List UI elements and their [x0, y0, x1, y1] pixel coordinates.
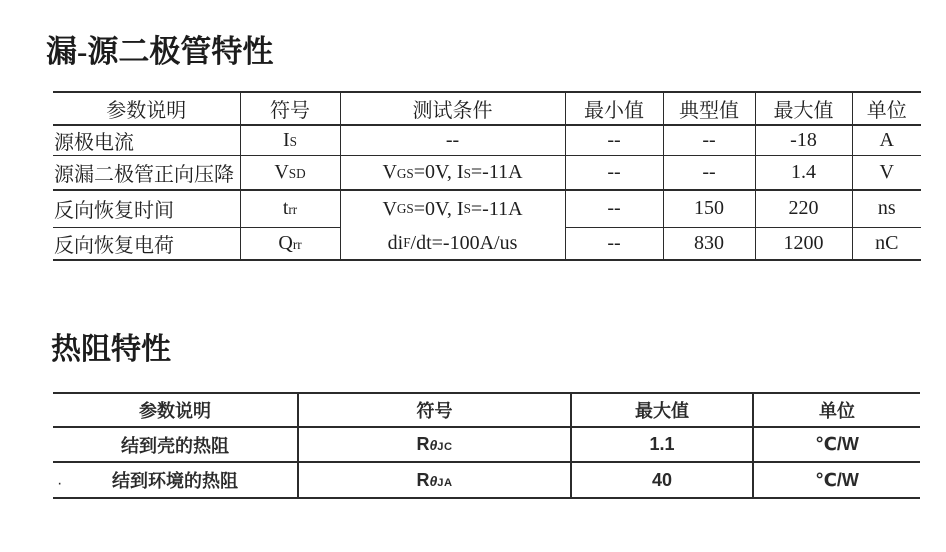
cell-typ: 830 — [663, 227, 755, 259]
header-unit: 单位 — [852, 92, 921, 125]
cell-param: 结到壳的热阻 — [121, 435, 229, 456]
table-header-row — [53, 92, 921, 125]
cell-symbol: VSD — [240, 156, 340, 190]
header-max: 最大值 — [755, 92, 852, 125]
table-header-row — [53, 393, 920, 427]
header-param: 参数说明 — [106, 100, 187, 122]
cell-param: 源极电流 — [54, 132, 134, 154]
thermal-resistance-table — [53, 392, 920, 499]
cell-param: 反向恢复时间 — [54, 200, 174, 223]
stray-dot: · — [57, 475, 63, 492]
cell-symbol: Qrr — [240, 227, 340, 259]
cell-param: 结到环境的热阻 — [112, 471, 238, 491]
cell-unit: ℃/W — [753, 427, 920, 462]
cell-max: 1.1 — [571, 427, 753, 462]
cell-symbol: RθJC — [298, 427, 571, 462]
cell-typ: -- — [663, 125, 755, 156]
cell-typ: 150 — [663, 190, 755, 228]
section2-title: 热阻特性 — [51, 333, 171, 367]
table-row — [53, 462, 920, 498]
diode-characteristics-table — [53, 91, 921, 261]
cell-min: -- — [565, 156, 663, 190]
cell-max: 40 — [571, 462, 753, 498]
cond-line-2: di F /dt=-100A/us — [387, 231, 518, 254]
cell-min: -- — [565, 227, 663, 259]
table-row — [53, 190, 921, 228]
table-row — [53, 156, 921, 190]
cell-symbol: RθJA — [298, 462, 571, 498]
table-row — [53, 427, 920, 462]
cell-cond: -- — [340, 125, 565, 156]
header-typ: 典型值 — [663, 92, 755, 125]
cell-symbol: IS — [240, 125, 340, 156]
cell-symbol: trr — [240, 190, 340, 228]
cell-unit: nC — [852, 227, 921, 259]
header-unit: 单位 — [753, 393, 920, 427]
cond-line-1: V GS =0V, I S =-11A — [382, 197, 523, 220]
cell-unit: V — [852, 156, 921, 190]
cell-min: -- — [565, 125, 663, 156]
header-symbol: 符号 — [298, 393, 571, 427]
section1-title: 漏-源二极管特性 — [46, 33, 274, 69]
cell-param: 源漏二极管正向压降 — [54, 163, 234, 186]
cell-max: -18 — [755, 125, 852, 156]
cell-unit: A — [852, 125, 921, 156]
table-row — [53, 125, 921, 156]
cell-max: 1200 — [755, 227, 852, 259]
header-max: 最大值 — [571, 393, 753, 427]
cell-param: 反向恢复电荷 — [54, 234, 174, 257]
header-symbol: 符号 — [240, 92, 340, 125]
cell-max: 1.4 — [755, 156, 852, 190]
cell-typ: -- — [663, 156, 755, 190]
cell-cond-merged — [340, 190, 565, 260]
cell-cond: VGS=0V, IS=-11A — [340, 156, 565, 190]
cell-min: -- — [565, 190, 663, 228]
cell-unit: ℃/W — [753, 462, 920, 498]
cell-unit: ns — [852, 190, 921, 228]
header-cond: 测试条件 — [340, 92, 565, 125]
header-min: 最小值 — [565, 92, 663, 125]
header-param: 参数说明 — [139, 401, 211, 421]
cell-max: 220 — [755, 190, 852, 228]
